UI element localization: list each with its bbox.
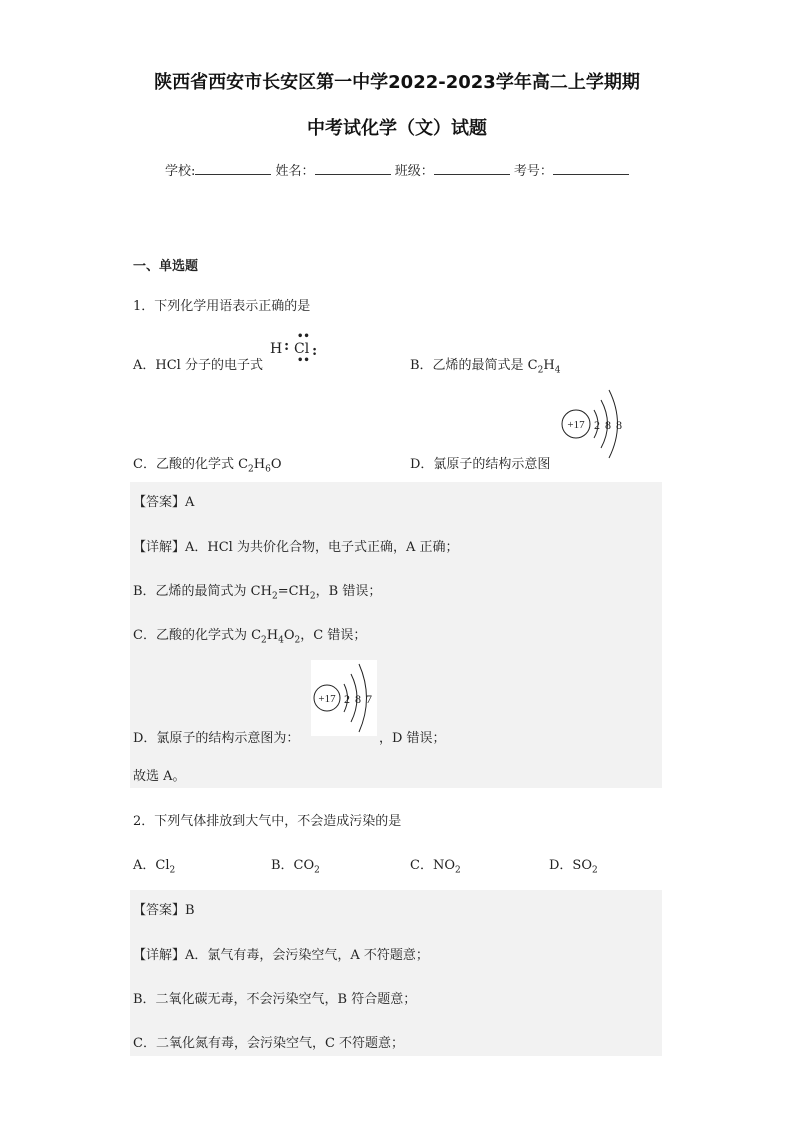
q2-option-d [549, 854, 598, 876]
subscript: 2 [248, 464, 254, 475]
cl-ion-structure-diagram [558, 386, 630, 462]
q1-option-b [410, 354, 560, 376]
subscript: 4 [554, 365, 561, 376]
q1-explanation-c [133, 624, 366, 646]
class-label: 班级： [394, 164, 434, 179]
q1-option-b-h: H [543, 358, 555, 373]
subscript: 2 [271, 591, 278, 602]
subscript: 2 [309, 591, 316, 602]
q2-stem: 2．下列气体排放到大气中，不会造成污染的是 [133, 814, 402, 829]
q1-explanation-c-text: C．乙酸的化学式为 C [133, 628, 262, 643]
q2-option-c-text: C．NO [410, 858, 455, 873]
q1-stem: 1．下列化学用语表示正确的是 [133, 299, 311, 314]
hcl-electron-formula [268, 331, 328, 367]
q2-option-a [133, 854, 175, 876]
electron-dots-top: •• [297, 331, 310, 342]
q1-explanation-c-o: O [283, 628, 295, 643]
q1-option-c-h: H [253, 457, 266, 472]
q2-explanation-b: B．二氧化碳无毒，不会污染空气，B 符合题意； [133, 992, 417, 1007]
q1-answer: 【答案】A [133, 495, 195, 510]
page-title-line2: 中考试化学（文）试题 [307, 118, 487, 139]
section-heading: 一、单选题 [133, 259, 199, 274]
q2-explanation-a: 【详解】A．氯气有毒，会污染空气，A 不符题意； [133, 948, 429, 963]
subscript: 2 [294, 635, 301, 646]
q1-explanation-c-post: ，C 错误； [300, 628, 367, 643]
student-info-fields [165, 160, 629, 179]
subscript: 2 [537, 365, 544, 376]
nucleus-charge: +17 [318, 693, 336, 705]
q1-option-c-o: O [270, 457, 282, 472]
q1-conclusion: 故选 A。 [133, 769, 186, 784]
q1-option-d: D．氯原子的结构示意图 [410, 457, 551, 472]
q1-option-a-text: A．HCl 分子的电子式 [133, 358, 263, 373]
page-title-line1: 陕西省西安市长安区第一中学2022-2023学年高二上学期期 [154, 72, 640, 93]
q2-explanation-c: C．二氧化氮有毒，会污染空气，C 不符题意； [133, 1036, 405, 1051]
q2-answer: 【答案】B [133, 903, 195, 918]
electron-pair-dots: : [284, 338, 290, 354]
nucleus-charge: +17 [567, 419, 585, 431]
subscript: 2 [314, 865, 320, 876]
subscript: 2 [169, 865, 176, 876]
cl-atom-structure-diagram [311, 660, 377, 736]
q2-option-b [271, 854, 320, 876]
class-blank [434, 162, 510, 175]
q1-explanation-b [133, 580, 381, 602]
q1-explanation-a: 【详解】A．HCl 为共价化合物，电子式正确，A 正确； [133, 540, 459, 555]
subscript: 2 [261, 635, 267, 646]
q1-explanation-b-post: ，B 错误； [315, 584, 382, 599]
shell-electron-counts: 2 8 8 [594, 418, 623, 432]
q1-option-b-text: B．乙烯的最简式是 C [410, 358, 538, 373]
school-label: 学校: [165, 164, 196, 179]
q2-option-b-text: B．CO [271, 858, 315, 873]
q1-explanation-d-post: ，D 错误； [379, 731, 446, 746]
hcl-cl-symbol: Cl [294, 341, 310, 357]
q2-option-a-text: A．Cl [133, 858, 170, 873]
q1-explanation-b-mid: =CH [277, 584, 310, 599]
q1-explanation-c-h: H [266, 628, 279, 643]
q1-explanation-b-text: B．乙烯的最简式为 CH [133, 584, 272, 599]
electron-dots-right: : [312, 343, 318, 359]
subscript: 2 [592, 865, 598, 876]
hcl-h-symbol: H [270, 341, 283, 357]
exam-number-blank [553, 162, 629, 175]
subscript: 4 [278, 635, 284, 646]
subscript: 2 [454, 865, 461, 876]
school-blank [195, 162, 271, 175]
name-label: 姓名： [275, 164, 315, 179]
q1-option-c-text: C．乙酸的化学式 C [133, 457, 249, 472]
q1-option-c [133, 453, 282, 475]
electron-dots-bottom: •• [297, 355, 310, 366]
shell-electron-counts: 2 8 7 [344, 692, 373, 706]
q1-option-a [133, 354, 263, 373]
q2-option-c [410, 854, 461, 876]
exam-number-label: 考号： [513, 164, 553, 179]
q2-option-d-text: D．SO [549, 858, 592, 873]
q1-explanation-d: D．氯原子的结构示意图为： [133, 731, 300, 746]
name-blank [315, 162, 391, 175]
subscript: 6 [265, 464, 271, 475]
